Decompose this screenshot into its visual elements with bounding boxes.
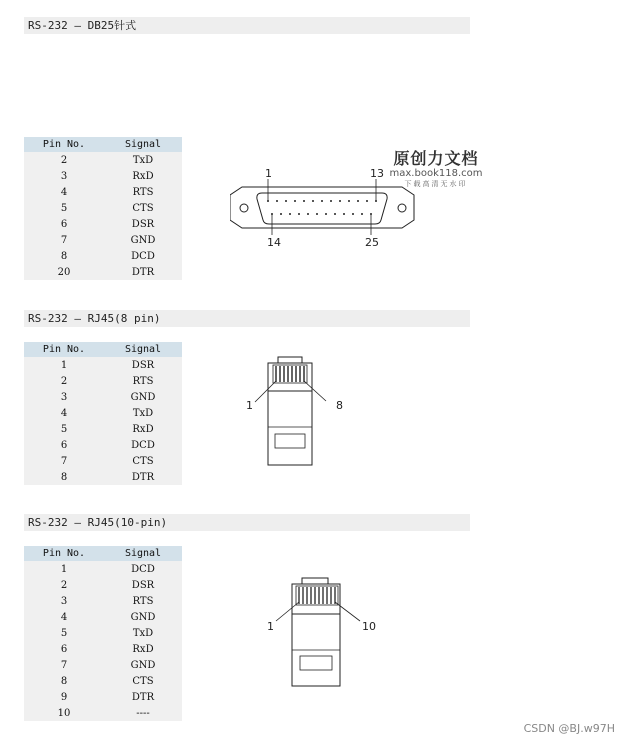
signal-cell: RTS [104, 593, 182, 609]
signal-cell: DCD [104, 248, 182, 264]
table-row [24, 200, 182, 216]
table-row [24, 469, 182, 485]
col-header-pin: Pin No. [24, 546, 104, 561]
signal-cell: CTS [104, 453, 182, 469]
rj45-8pin-plug-diagram [238, 355, 358, 470]
signal-cell: RTS [104, 184, 182, 200]
table-row [24, 689, 182, 705]
col-header-signal: Signal [104, 137, 182, 152]
pin-cell: 4 [24, 405, 104, 421]
table-row [24, 625, 182, 641]
plug-head [268, 363, 312, 391]
table-row [24, 216, 182, 232]
table-row [24, 705, 182, 721]
pin-table-rj45-8pin [24, 342, 182, 485]
watermark-url: max.book118.com [389, 168, 483, 179]
table-row [24, 561, 182, 577]
pin-cell: 7 [24, 232, 104, 248]
signal-cell: DSR [104, 216, 182, 232]
contact-frame [296, 586, 338, 605]
table-row [24, 248, 182, 264]
pin-cell: 5 [24, 625, 104, 641]
col-header-pin: Pin No. [24, 137, 104, 152]
screw-hole-left [240, 204, 248, 212]
plug-latch [302, 578, 328, 584]
plug-window [300, 656, 332, 670]
pin-cell: 2 [24, 373, 104, 389]
signal-cell: RxD [104, 641, 182, 657]
table-row [24, 577, 182, 593]
signal-cell: GND [104, 609, 182, 625]
pin-label-14: 14 [267, 236, 281, 249]
signal-cell: GND [104, 389, 182, 405]
signal-cell: TxD [104, 152, 182, 168]
pin-cell: 6 [24, 437, 104, 453]
pin-cell: 3 [24, 389, 104, 405]
signal-cell: DTR [104, 469, 182, 485]
pin-cell: 8 [24, 673, 104, 689]
pin-cell: 4 [24, 609, 104, 625]
pin-cell: 6 [24, 641, 104, 657]
pin-cell: 10 [24, 705, 104, 721]
section-title-db25: RS-232 — DB25针式 [24, 17, 470, 34]
pin-cell: 2 [24, 577, 104, 593]
signal-cell: RxD [104, 421, 182, 437]
pin-cell: 5 [24, 421, 104, 437]
table-row [24, 673, 182, 689]
plug-contacts [299, 587, 335, 604]
signal-cell: TxD [104, 625, 182, 641]
table-row [24, 641, 182, 657]
pin-table-db25 [24, 137, 182, 280]
section-title-rj45-8pin: RS-232 — RJ45(8 pin) [24, 310, 470, 327]
table-row [24, 184, 182, 200]
watermark [386, 150, 486, 189]
pin-label-25: 25 [365, 236, 379, 249]
table-row [24, 593, 182, 609]
plug-window [275, 434, 305, 448]
table-row [24, 453, 182, 469]
pin-cell: 2 [24, 152, 104, 168]
pin-label-1: 1 [246, 399, 253, 412]
col-header-signal: Signal [104, 342, 182, 357]
leader-line [335, 602, 360, 621]
signal-cell: CTS [104, 200, 182, 216]
screw-hole-right [398, 204, 406, 212]
leader-line [276, 602, 299, 621]
pin-cell: 3 [24, 593, 104, 609]
pin-cell: 7 [24, 453, 104, 469]
pin-cell: 5 [24, 200, 104, 216]
signal-cell: GND [104, 657, 182, 673]
table-row [24, 357, 182, 373]
signal-cell: GND [104, 232, 182, 248]
signal-cell: DTR [104, 689, 182, 705]
rj45-10pin-plug-diagram [262, 576, 392, 691]
col-header-pin: Pin No. [24, 342, 104, 357]
signal-cell: DTR [104, 264, 182, 280]
signal-cell: DCD [104, 437, 182, 453]
signal-cell: RxD [104, 168, 182, 184]
db25-pin-row-bottom [271, 213, 372, 215]
table-row [24, 264, 182, 280]
footer-credit: CSDN @BJ.w97H [523, 722, 615, 735]
pin-cell: 7 [24, 657, 104, 673]
pin-label-8: 8 [336, 399, 343, 412]
table-row [24, 421, 182, 437]
signal-cell: CTS [104, 673, 182, 689]
pin-cell: 6 [24, 216, 104, 232]
db25-shell [257, 193, 387, 224]
pin-label-10: 10 [362, 620, 376, 633]
signal-cell: TxD [104, 405, 182, 421]
table-row [24, 373, 182, 389]
col-header-signal: Signal [104, 546, 182, 561]
pin-cell: 4 [24, 184, 104, 200]
pin-label-1: 1 [267, 620, 274, 633]
section-title-rj45-10pin: RS-232 — RJ45(10-pin) [24, 514, 470, 531]
signal-cell: ---- [104, 705, 182, 721]
pin-cell: 20 [24, 264, 104, 280]
pin-label-13: 13 [370, 167, 384, 180]
plug-latch [278, 357, 302, 363]
table-row [24, 437, 182, 453]
pin-cell: 8 [24, 248, 104, 264]
pin-cell: 8 [24, 469, 104, 485]
pin-table-rj45-10pin [24, 546, 182, 721]
pin-cell: 9 [24, 689, 104, 705]
contact-frame [273, 365, 307, 383]
signal-cell: DCD [104, 561, 182, 577]
pin-cell: 1 [24, 357, 104, 373]
table-row [24, 389, 182, 405]
plug-body [268, 391, 312, 465]
table-row [24, 168, 182, 184]
watermark-title: 原创力文档 [393, 149, 479, 168]
table-row [24, 405, 182, 421]
signal-cell: DSR [104, 357, 182, 373]
pin-cell: 1 [24, 561, 104, 577]
table-row [24, 232, 182, 248]
pin-cell: 3 [24, 168, 104, 184]
db25-pin-row-top [267, 200, 377, 202]
watermark-subtitle: 下载高清无水印 [404, 180, 468, 188]
signal-cell: DSR [104, 577, 182, 593]
plug-contacts [276, 366, 304, 382]
table-row [24, 657, 182, 673]
signal-cell: RTS [104, 373, 182, 389]
pin-label-1: 1 [265, 167, 272, 180]
table-row [24, 609, 182, 625]
table-row [24, 152, 182, 168]
